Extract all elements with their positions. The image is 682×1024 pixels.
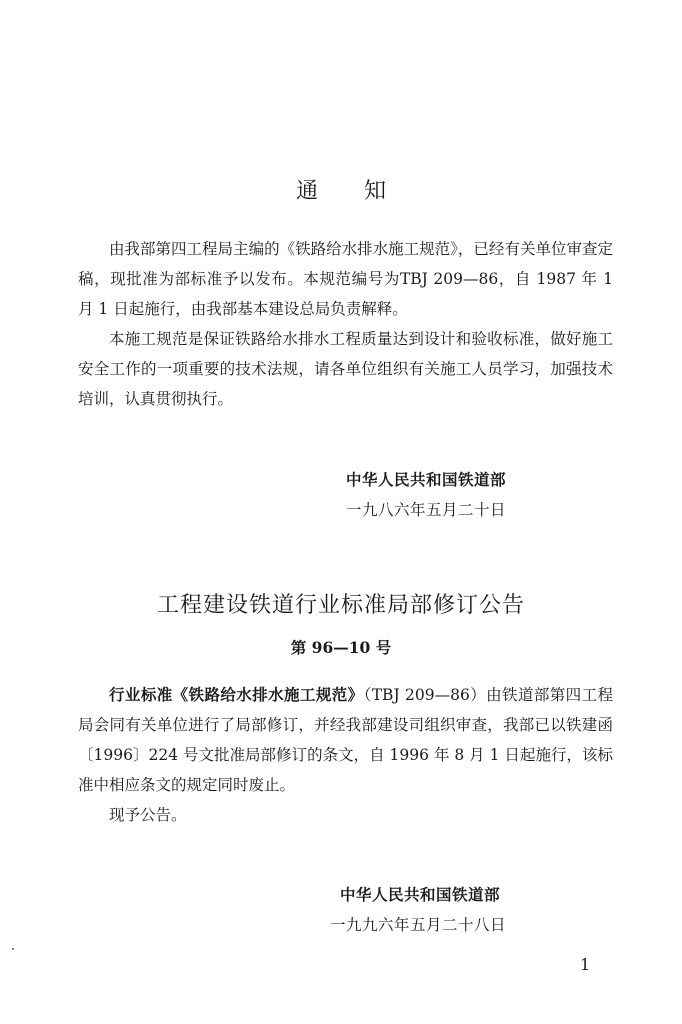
notice-signature-org: 中华人民共和国铁道部 bbox=[346, 470, 507, 489]
announcement-title: 工程建设铁道行业标准局部修订公告 bbox=[156, 593, 525, 618]
notice-signature-date: 一九八六年五月二十日 bbox=[346, 501, 507, 519]
announcement-signature-date: 一九九六年五月二十八日 bbox=[330, 916, 507, 934]
announcement-paragraph-2: 现予公告。 bbox=[109, 806, 187, 824]
announcement-signature-org: 中华人民共和国铁道部 bbox=[340, 885, 501, 904]
notice-body bbox=[78, 234, 613, 414]
scan-speck bbox=[12, 948, 14, 950]
announcement-paragraph-1-text: （TBJ 209—86）由铁道部第四工程局会同有关单位进行了局部修订，并经我部建设司组织审查，我部已以铁建函〔1996〕224 号文批准局部修订的条文，自 1996 年 8 月 1 日起施行，该标准中相应条文的规定同时废止。 bbox=[78, 686, 613, 794]
notice-title: 通知 bbox=[295, 179, 432, 204]
announcement-paragraph-1 bbox=[78, 680, 613, 800]
standard-name-bold: 行业标准《铁路给水排水施工规范》 bbox=[109, 685, 364, 704]
announcement-body bbox=[78, 680, 613, 830]
notice-paragraph-1: 由我部第四工程局主编的《铁路给水排水施工规范》，已经有关单位审查定稿，现批准为部标准予以发布。本规范编号为TBJ 209—86，自 1987 年 1 月 1 日起施行，由我部基本建设总局负责解释。 bbox=[78, 240, 613, 318]
page-number: 1 bbox=[580, 955, 591, 974]
notice-paragraph-2: 本施工规范是保证铁路给水排水工程质量达到设计和验收标准，做好施工安全工作的一项重要的技术法规，请各单位组织有关施工人员学习，加强技术培训，认真贯彻执行。 bbox=[78, 330, 613, 408]
announcement-number: 第 96—10 号 bbox=[290, 638, 392, 657]
